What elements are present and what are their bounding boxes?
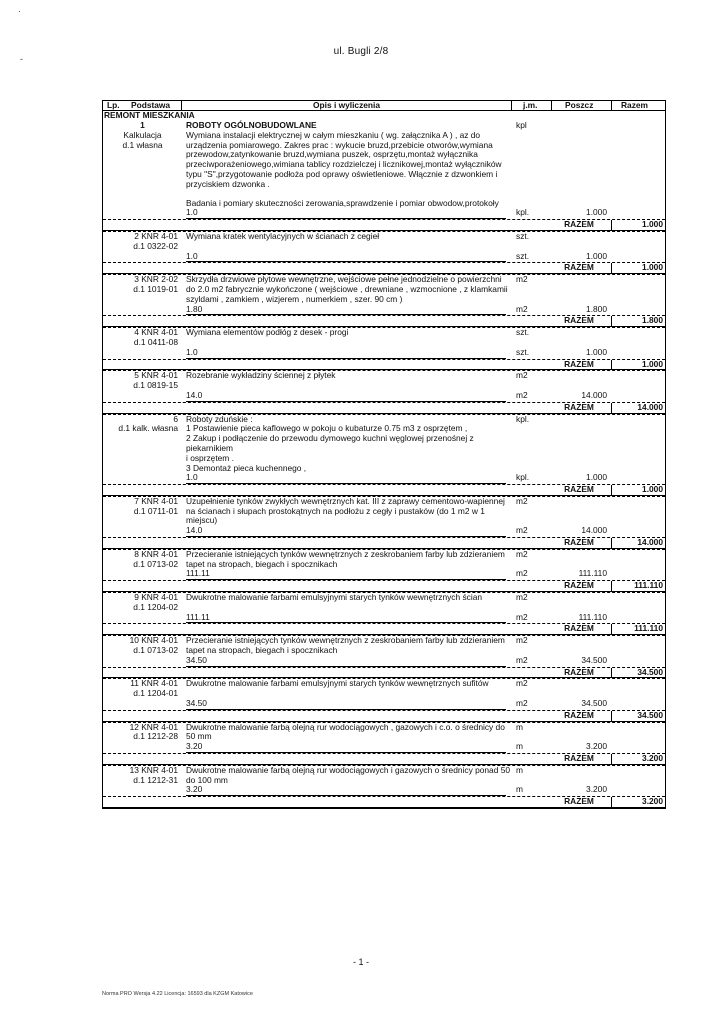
- item-basis: 10 KNR 4-01 d.1 0713-02: [129, 635, 178, 656]
- item-total: 34.500: [611, 711, 665, 721]
- item-unit-top: kpl.: [516, 413, 530, 424]
- item-unit: m2: [516, 568, 528, 579]
- item-total: 3.200: [611, 754, 665, 764]
- item-quantity: 111.110: [578, 611, 607, 622]
- item-description: Dwukrotne malowanie farbą olejną rur wodociągowych i gazowych o średnicy ponad 50 do 100 mm: [186, 764, 511, 785]
- col-header-unit: j.m.: [523, 100, 538, 110]
- page-number: - 1 -: [352, 957, 369, 967]
- item-unit: m: [516, 784, 523, 795]
- estimate-item: [103, 549, 665, 592]
- item-unit: m2: [516, 525, 528, 536]
- item-quantity: 34.500: [581, 698, 607, 709]
- item-description-extra: Badania i pomiary skuteczności zerowania,sprawdzenie i pomiar obwodow,protokoły: [186, 197, 499, 208]
- item-quantity: 111.110: [578, 568, 607, 579]
- item-quantity: 3.200: [586, 784, 607, 795]
- item-quantity: 1.000: [586, 346, 607, 357]
- item-sum-label: RAZEM: [564, 753, 594, 764]
- item-calculation: 1.0: [186, 208, 506, 219]
- item-sum-label: RAZEM: [564, 262, 594, 273]
- item-calculation: 1.0: [186, 473, 506, 484]
- item-lp: 1: [140, 120, 145, 130]
- item-sum-label: RAZEM: [564, 484, 594, 495]
- estimate-item: [103, 678, 665, 721]
- item-unit-top: m2: [516, 678, 528, 689]
- estimate-item: [103, 635, 665, 678]
- table-body: [102, 111, 666, 809]
- item-basis: 8 KNR 4-01 d.1 0713-02: [133, 548, 178, 569]
- item-unit: m2: [516, 303, 528, 314]
- item-total: 111.110: [611, 581, 665, 591]
- item-sum-label: RAZEM: [564, 537, 594, 548]
- item-total: 14.000: [611, 403, 665, 413]
- footer-license-note: Norma PRO Wersja 4.22 Licencja: 16593 dla KZGM Katowice: [102, 991, 253, 997]
- item-total: 14.000: [611, 538, 665, 548]
- item-calculation: 111.11: [186, 569, 506, 580]
- item-basis: 13 KNR 4-01 d.1 1212-31: [129, 764, 178, 785]
- col-header-basis: Podstawa: [131, 100, 171, 110]
- estimate-item: [103, 722, 665, 765]
- item-basis: 11 KNR 4-01 d.1 1204-01: [130, 678, 178, 699]
- col-header-lp: Lp.: [107, 100, 120, 110]
- item-total: 1.000: [611, 263, 665, 273]
- item-unit-top: m2: [516, 592, 528, 603]
- col-header-total: Razem: [621, 100, 648, 110]
- item-total: 34.500: [611, 668, 665, 678]
- section-label: REMONT MIESZKANIA: [104, 110, 195, 120]
- item-unit-top: m2: [516, 370, 528, 381]
- estimate-item: [103, 274, 665, 327]
- estimate-item: [103, 370, 665, 413]
- item-unit-top: m2: [516, 495, 528, 506]
- item-description: Dwukrotne malowanie farbą olejną rur wodociągowych , gazowych i c.o. o średnicy do 50 mm: [186, 721, 505, 742]
- item-sum-label: RAZEM: [564, 666, 594, 677]
- item-description: Wymiana instalacji elektrycznej w całym mieszkaniu ( wg. załącznika A ) , az do urządzenia pomiarowego. Zakres prac : wykucie bruzd,przebicie otworów,wymiana przewodow,zatynkowanie bruzd,wymiana puszek, osprzętu,montaż wyłącznika przeciwporażeniowego,wimiana tablicy rozdzielczej i licznikowej,montaż wyłączników typu "S",przygotowanie podłoża pod oprawy oświetleniowe. Włącznie z dzwonkiem i przyciskiem dzwonka .: [186, 129, 502, 189]
- item-unit-top: m: [516, 764, 523, 775]
- scan-dash-mark: -: [20, 54, 23, 64]
- item-quantity: 3.200: [586, 741, 607, 752]
- item-total: 1.000: [611, 485, 665, 495]
- item-basis: 6 d.1 kalk. własna: [118, 413, 178, 434]
- item-sum-label: RAZEM: [564, 623, 594, 634]
- item-sum-label: RAZEM: [564, 796, 594, 807]
- item-description: Skrzydła drzwiowe płytowe wewnętrzne, wejściowe pełne jednodzielne o powierzchni do 2.0 m2 fabrycznie wykończone ( wejściowe , drewniane , wzmocnione , z klamkamii szyldami , zamkiem , wizjerem , numerkiem , szer. 90 cm ): [186, 274, 508, 304]
- item-calculation: 34.50: [186, 656, 506, 667]
- item-title: ROBOTY OGÓLNOBUDOWLANE: [186, 120, 317, 130]
- item-quantity: 34.500: [581, 654, 607, 665]
- item-total: 1.800: [611, 316, 665, 326]
- estimate-item: [103, 231, 665, 274]
- item-sum-label: RAZEM: [564, 401, 594, 412]
- item-sum-label: RAZEM: [564, 315, 594, 326]
- item-sum-label: RAZEM: [564, 219, 594, 230]
- item-unit: m2: [516, 611, 528, 622]
- estimate-item: [103, 121, 665, 231]
- item-sum-label: RAZEM: [564, 709, 594, 720]
- item-total: 1.000: [611, 220, 665, 230]
- item-basis: 2 KNR 4-01 d.1 0322-02: [133, 230, 178, 251]
- item-basis: 5 KNR 4-01 d.1 0819-15: [133, 370, 178, 391]
- item-basis: Kalkulacja d.1 własna: [122, 129, 163, 150]
- item-description: Dwukrotne malowanie farbami emulsyjnymi starych tynków wewnętrznych ścian: [186, 592, 483, 603]
- item-total: 1.000: [611, 360, 665, 370]
- item-unit: m2: [516, 698, 528, 709]
- item-calculation: 14.0: [186, 391, 506, 402]
- estimate-item: [103, 414, 665, 496]
- item-calculation: 1.80: [186, 305, 506, 316]
- item-quantity: 1.000: [586, 207, 607, 218]
- item-unit-top: m: [516, 721, 523, 732]
- item-calculation: 1.0: [186, 348, 506, 359]
- item-description: Przecieranie istniejących tynków wewnętrznych z zeskrobaniem farby lub zdzieraniem tapet na stropach, biegach i spocznikach: [186, 635, 505, 656]
- item-unit: m: [516, 741, 523, 752]
- item-quantity: 1.000: [586, 472, 607, 483]
- item-description: Uzupełnienie tynków zwykłych wewnętrznych kat. III z zaprawy cementowo-wapiennej na ścianach i słupach prostokątnych na podłożu z cegły i pustaków (do 1 m2 w 1 miejscu): [186, 495, 505, 526]
- item-unit-top: m2: [516, 548, 528, 559]
- col-header-qty: Poszcz: [565, 100, 594, 110]
- item-calculation: 14.0: [186, 526, 506, 537]
- estimate-item: [103, 327, 665, 370]
- item-unit: szt.: [516, 346, 530, 357]
- estimate-item: [103, 496, 665, 549]
- item-unit: kpl.: [516, 472, 530, 483]
- item-description: Wymiana elementów podłóg z desek - progi: [186, 327, 349, 338]
- page-header-title: ul. Bugli 2/8: [333, 46, 389, 57]
- item-basis: 9 KNR 4-01 d.1 1204-02: [133, 592, 178, 612]
- item-basis: 4 KNR 4-01 d.1 0411-08: [133, 327, 178, 347]
- item-unit-top: m2: [516, 274, 528, 285]
- item-total: 3.200: [611, 797, 665, 807]
- item-calculation: 1.0: [186, 252, 506, 263]
- item-basis: 3 KNR 2-02 d.1 1019-01: [133, 274, 178, 294]
- estimate-item: [103, 765, 665, 808]
- item-unit-top: m2: [516, 635, 528, 646]
- item-calculation: 3.20: [186, 785, 506, 796]
- scan-dot-mark: ·: [18, 6, 21, 16]
- item-calculation: 3.20: [186, 742, 506, 753]
- item-basis: 12 KNR 4-01 d.1 1212-28: [129, 721, 178, 742]
- item-unit: szt.: [516, 250, 530, 261]
- item-basis: 7 KNR 4-01 d.1 0711-01: [133, 495, 178, 516]
- estimate-item: [103, 592, 665, 635]
- item-calculation: 34.50: [186, 699, 506, 710]
- item-unit-top: kpl: [516, 120, 527, 130]
- item-description: Wymiana kratek wentylacyjnych w ścianach z cegieł: [186, 230, 380, 241]
- item-quantity: 1.800: [586, 303, 607, 314]
- item-sum-label: RAZEM: [564, 580, 594, 591]
- item-description: Dwukrotne malowanie farbami emulsyjnymi starych tynków wewnętrznych sufitów: [186, 678, 489, 689]
- item-quantity: 14.000: [581, 525, 607, 536]
- item-description: Przecieranie istniejących tynków wewnętrznych z zeskrobaniem farby lub zdzieraniem tapet na stropach, biegach i spocznikach: [186, 548, 505, 569]
- item-unit: m2: [516, 389, 528, 400]
- item-unit: kpl.: [516, 207, 530, 218]
- item-unit-top: szt.: [516, 327, 530, 338]
- item-unit-top: szt.: [516, 230, 530, 241]
- cost-estimate-table: [102, 100, 666, 809]
- item-sum-label: RAZEM: [564, 358, 594, 369]
- item-calculation: 111.11: [186, 613, 506, 624]
- item-description: Roboty zduńskie : 1 Postawienie pieca kaflowego w pokoju o kubaturze 0.75 m3 z osprzętem , 2 Zakup i podłączenie do przewodu dymowego kuchni węglowej przenośnej z piekarnikiem i osprzętem . 3 Demontaż pieca kuchennego ,: [186, 413, 474, 473]
- item-quantity: 1.000: [586, 250, 607, 261]
- col-header-desc: Opis i wyliczenia: [313, 100, 381, 110]
- item-quantity: 14.000: [581, 389, 607, 400]
- item-total: 111.110: [611, 624, 665, 634]
- item-description: Rozebranie wykładziny ściennej z płytek: [186, 370, 336, 381]
- item-unit: m2: [516, 654, 528, 665]
